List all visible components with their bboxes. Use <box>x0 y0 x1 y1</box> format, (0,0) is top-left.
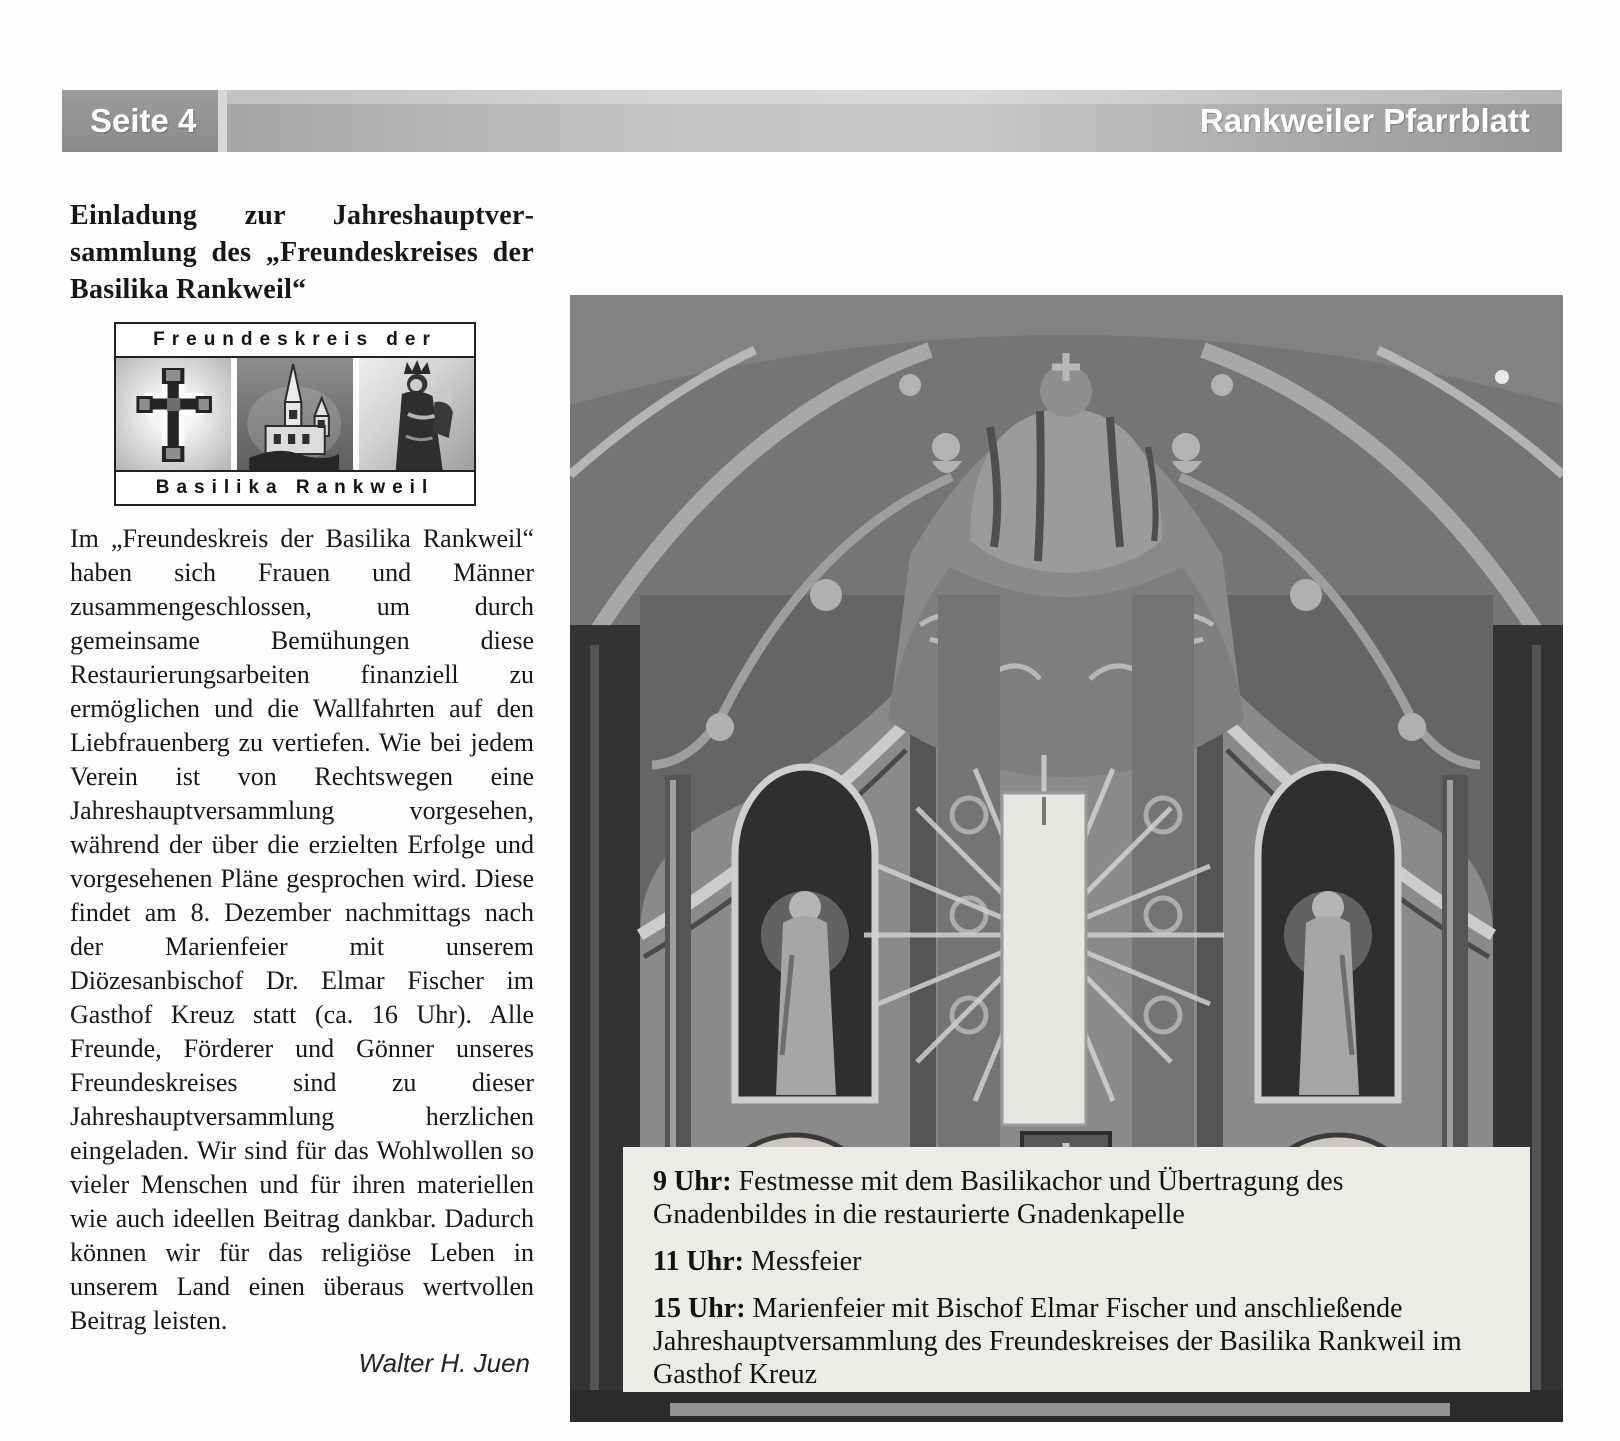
schedule-time: 15 Uhr: <box>653 1293 746 1324</box>
schedule-time: 9 Uhr: <box>653 1166 732 1197</box>
article-title: Einladung zur Jahreshauptversammlung des „Freundeskreises der Basilika Rankweil“ <box>70 200 534 305</box>
schedule-text: Marienfeier mit Bischof Elmar Fischer und anschließende Jahreshauptversammlung des Freundeskreises der Basilika Rankweil im Gasthof Kreuz <box>653 1293 1462 1390</box>
newsletter-title: Rankweiler Pfarrblatt <box>227 90 1562 152</box>
freundeskreis-logo <box>114 322 476 506</box>
gnadenbild-panel <box>1002 793 1086 1125</box>
right-statue-niche <box>1258 767 1398 1100</box>
altar-photo <box>570 295 1563 1422</box>
schedule-caption <box>623 1147 1530 1392</box>
schedule-text: Festmesse mit dem Basilikachor und Übertragung des Gnadenbildes in die restaurierte Gnadenkapelle <box>653 1166 1344 1230</box>
logo-top-text: Freundeskreis der <box>116 324 474 358</box>
schedule-item <box>653 1245 1504 1278</box>
page-header <box>62 90 1562 152</box>
basilica-icon <box>231 358 352 470</box>
cross-icon <box>116 358 231 470</box>
schedule-item <box>653 1165 1504 1231</box>
schedule-item <box>653 1292 1504 1391</box>
article-column <box>70 197 534 1379</box>
article-body: Im „Freundeskreis der Basilika Rankweil“ haben sich Frauen und Männer zusammengeschlossen, um durch gemeinsame Bemühungen diese Restaurierungsarbeiten finanziell zu ermöglichen und die Wallfahrten auf den Liebfrauenberg zu vertiefen. Wie bei jedem Verein ist von Rechtswegen eine Jahreshauptversammlung vorgesehen, während der über die erzielten Erfolge und vorgesehenen Pläne gesprochen wird. Diese findet am 8. Dezember nachmittags nach der Marienfeier mit unserem Diözesanbischof Dr. Elmar Fischer im Gasthof Kreuz statt (ca. 16 Uhr). Alle Freunde, Förderer und Gönner unseres Freundeskreises sind zu dieser Jahreshauptversammlung herzlichen eingeladen. Wir sind für das Wohlwollen so vieler Menschen und für ihren materiellen wie auch ideellen Beitrag dankbar. Dadurch können wir für das religiöse Leben in unserem Land einen überaus wertvollen Beitrag leisten. <box>70 524 534 1335</box>
madonna-icon <box>353 358 474 470</box>
header-divider <box>218 90 227 152</box>
schedule-text: Messfeier <box>751 1246 862 1277</box>
altar-step <box>570 1390 1563 1422</box>
page-number-label: Seite 4 <box>62 90 218 152</box>
left-statue-niche <box>735 767 875 1100</box>
schedule-time: 11 Uhr: <box>653 1246 744 1277</box>
logo-bottom-text: Basilika Rankweil <box>116 470 474 504</box>
article-author: Walter H. Juen <box>358 1348 530 1378</box>
logo-panels <box>116 358 474 470</box>
